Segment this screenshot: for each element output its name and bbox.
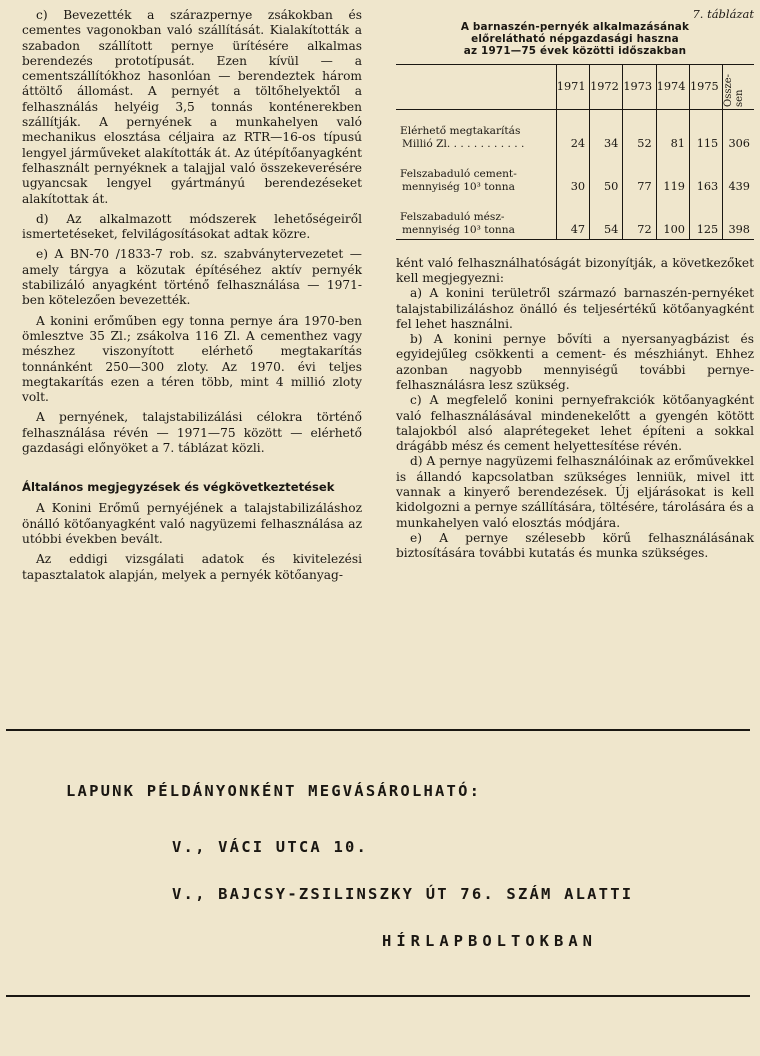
table-cell: 398 [723,196,754,240]
table-row-label [396,109,556,153]
table-row-label-line: mennyiség 10³ tonna [402,180,515,193]
data-table [396,64,754,240]
table-row-label-line: mennyiség 10³ tonna [402,223,515,236]
table-cell: 100 [656,196,689,240]
table-row [396,109,754,153]
table-row-label-line: Millió Zl. . . . . . . . . . . . [402,137,525,150]
divider-top [6,729,750,731]
table-row [396,153,754,196]
table-title-line: A barnaszén-pernyék alkalmazásának [460,21,690,33]
paragraph-konin: A Konini Erőmű pernyéjének a talajstabilizáláshoz önálló kötőanyagként való nagyüzemi felhasználása az utóbbi években bevált. [22,501,362,546]
section-heading: Általános megjegyzések és végkövetkeztetések [22,480,335,495]
table-header-total [723,64,754,109]
paragraph-price: A konini erőműben egy tonna pernye ára 1970-ben ömlesztve 35 Zl.; zsákolva 116 Zl. A cementhez vagy mészhez viszonyított elérhető megtakarítás tonnánként 250—300 zloty. Az 1970. évi teljes megtakarítás ezen a téren több, mint 4 millió zloty volt. [22,313,362,405]
list-item-b: b) A konini pernye bővíti a nyersanyagbázist és egyidejűleg csökkenti a cement- és mészhiányt. Ehhez azonban nagyobb mennyiségű további pernye-felhasználásra lesz szükség. [396,332,754,392]
table-cell: 81 [656,109,689,153]
list-item-d: d) A pernye nagyüzemi felhasználóinak az erőművekkel is állandó kapcsolatban szükséges lenniük, mivel itt vannak a kinyerő berendezések. Új eljárásokat is kell kidolgozni a pernye szállítására, töltésére, tárolására és a munkahelyen való elosztás módjára. [396,454,754,530]
paragraph-eddigi: Az eddigi vizsgálati adatok és kivitelezési tapasztalatok alapján, melyek a pernyék kötőanyag- [22,552,362,582]
table-cell: 34 [590,109,623,153]
table-cell: 24 [556,109,589,153]
table-cell: 125 [689,196,722,240]
table-row-label-line: Felszabaduló cement- [400,167,517,180]
list-item-e: e) A pernye szélesebb körű felhasználásának biztosítására további kutatás és munka szükséges. [396,530,754,561]
right-column [396,8,754,562]
table-title-line: előrelátható népgazdasági hasznа [471,33,679,46]
table-cell: 47 [556,196,589,240]
table-row-label [396,196,556,240]
left-column [22,8,362,583]
table-cell: 50 [590,153,623,196]
divider-bottom [6,995,750,997]
table-title-line: az 1971—75 évek közötti időszakban [463,45,687,58]
table-header-total-text: Össze-sen [723,74,746,108]
paragraph-continuation: ként való felhasználhatóságát bizonyítják, a következőket kell megjegyezni: [396,255,754,285]
table-cell: 30 [556,153,589,196]
table-cell: 54 [590,196,623,240]
table-cell: 163 [689,153,722,196]
table-cell: 119 [656,153,689,196]
table-cell: 72 [623,196,656,240]
table-title [396,21,754,58]
table-header-cell: 1974 [656,64,689,109]
paragraph-d: d) Az alkalmazott módszerek lehetőségeiről ismertetéseket, felvilágosításokat adtak közre. [22,211,362,242]
table-cell: 115 [689,109,722,153]
table-row-label [396,153,556,196]
table-header-blank [396,64,556,109]
advert-line: V., VÁCI UTCA 10. [172,838,369,856]
list-item-a: a) A konini területről származó barnaszén-pernyéket talajstabilizáláshoz önálló és teljesértékű kötőanyagként fel lehet használni. [396,286,754,331]
table-cell: 52 [623,109,656,153]
table-cell: 306 [723,109,754,153]
paragraph-c: c) Bevezették a szárazpernye zsákokban és cementes vagonokban való szállítását. Kialakították a szabadon szállított pernye ürítésére alkalmas berendezés prototípusát. Ezen kívül — a cementszállítókhoz hasonlóan — berendeztek három áttöltő állomást. A pernyét a töltőhelyektől a felhasználás helyéig 3,5 tonnás konténerekben szállítják. A pernyének a munkahelyen való mechanikus elosztása céljaira az RTR—16-os típusú lengyel járműveket alakították át. Az útépítőanyagként felhasznált pernyéknek a talajjal való összekeverésére ugyancsak lengyel gyártmányú berendezéseket alakítottak át. [22,8,362,206]
table-cell: 77 [623,153,656,196]
table-header-cell: 1973 [623,64,656,109]
table-label: 7. táblázat [692,7,754,21]
table-header-row [396,64,754,109]
advert-line: HÍRLAPBOLTOKBAN [382,932,597,950]
table-row-label-line: Felszabaduló mész- [400,210,505,223]
table-header-cell: 1975 [689,64,722,109]
paragraph-table-ref: A pernyének, talajstabilizálási célokra történő felhasználása révén — 1971—75 között — elérhető gazdasági előnyöket a 7. táblázat közli. [22,410,362,456]
advert-line: LAPUNK PÉLDÁNYONKÉNT MEGVÁSÁROLHATÓ: [66,782,482,800]
table-cell: 439 [723,153,754,196]
table-header-cell: 1972 [590,64,623,109]
table-row [396,196,754,240]
table-header-cell: 1971 [556,64,589,109]
table-row-label-line: Elérhető megtakarítás [400,124,521,137]
list-item-c: c) A megfelelő konini pernyefrakciók kötőanyagként való felhasználásával mindenekelőtt a gyengén kötött talajokból alsó alaprétegeket lehet építeni a sokkal drágább mész és cement helyettesítése révén. [396,393,754,454]
paragraph-e: e) A BN-70 /1833-7 rob. sz. szabványtervezetet — amely tárgya a közutak építéséhez aktív pernyék stabilizáló anyagként történő felhasználása — 1971-ben kötelezően bevezették. [22,247,362,308]
advert-line: V., BAJCSY-ZSILINSZKY ÚT 76. SZÁM ALATTI [172,885,634,903]
